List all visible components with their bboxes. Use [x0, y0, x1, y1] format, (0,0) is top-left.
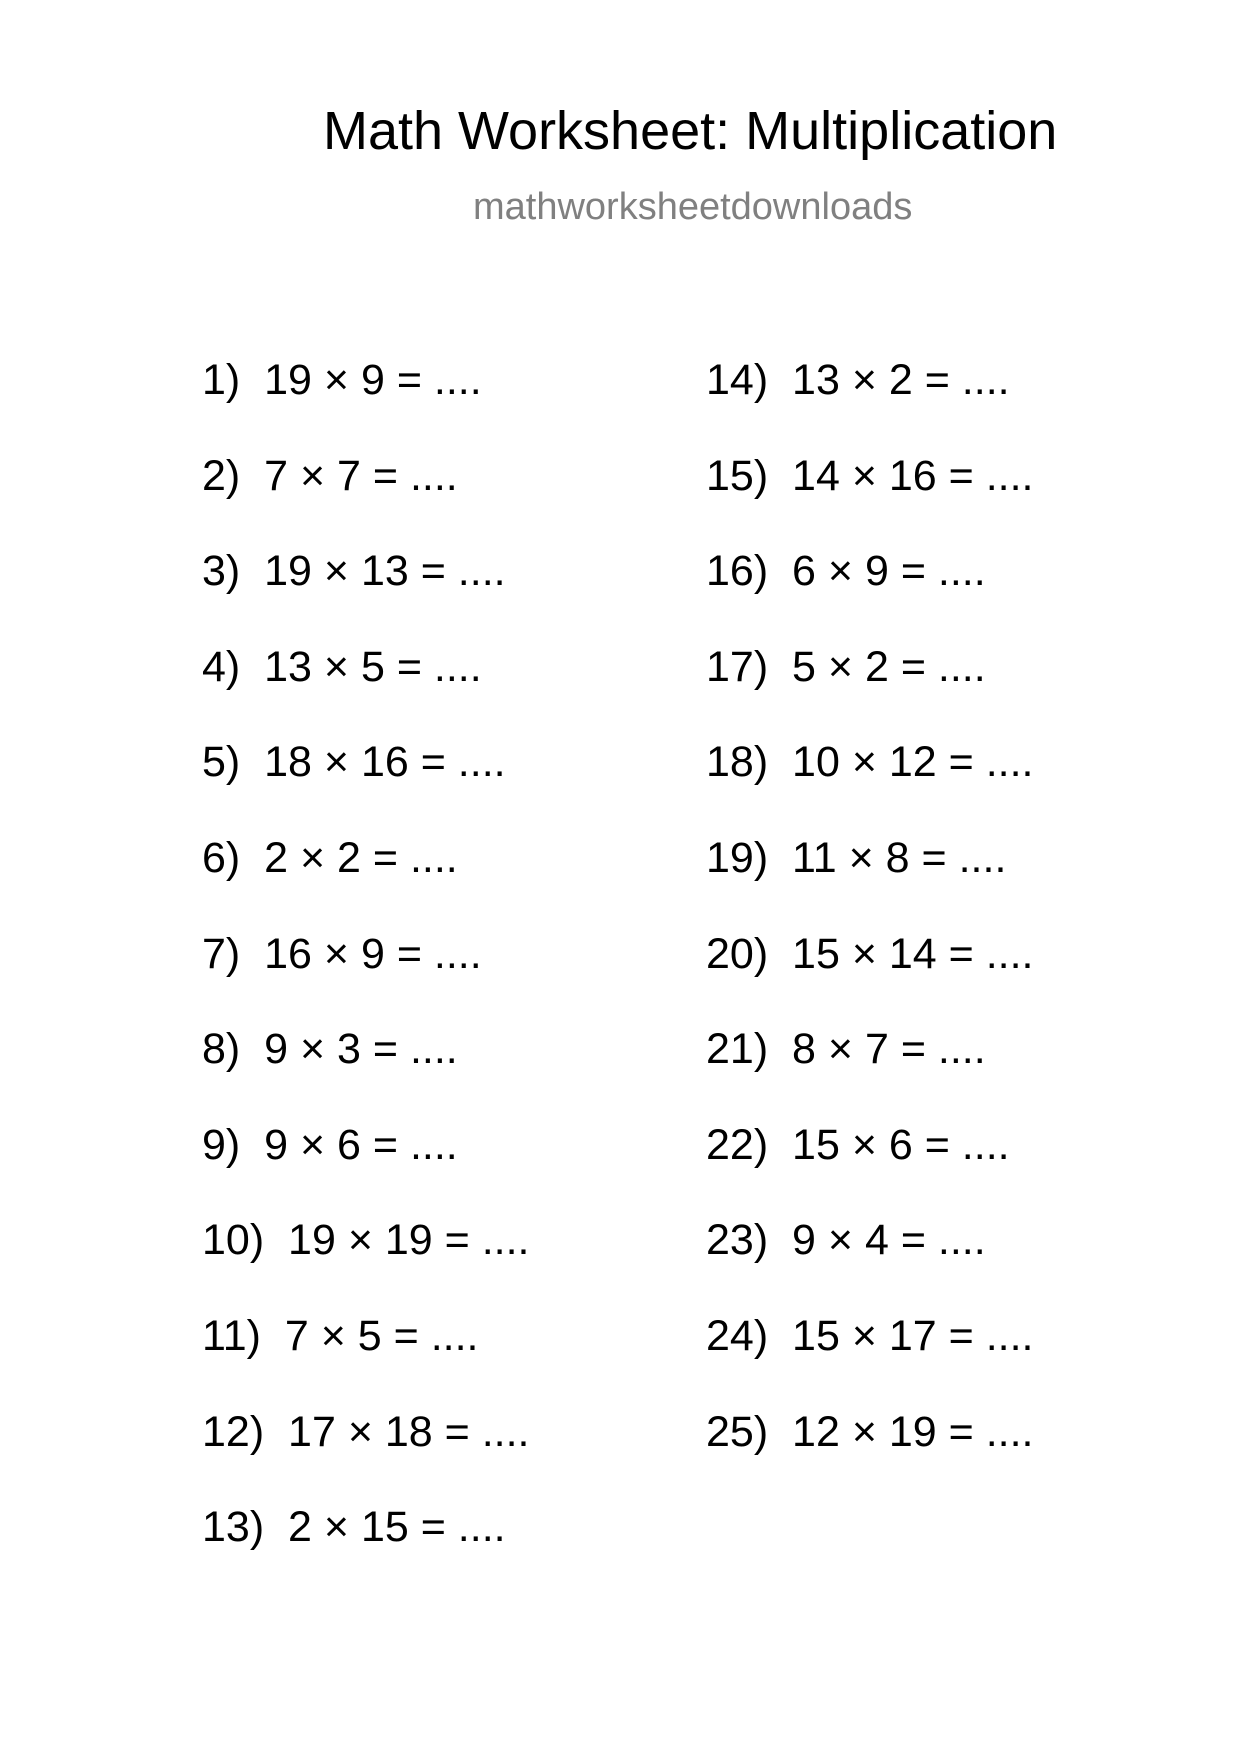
problem-item: 25) 12 × 19 = ....	[706, 1407, 1034, 1456]
problem-column-left	[202, 352, 530, 1595]
problem-item: 19) 11 × 8 = ....	[706, 833, 1007, 882]
problem-column-right	[706, 352, 1034, 1499]
problem-item: 3) 19 × 13 = ....	[202, 547, 506, 596]
problem-item: 9) 9 × 6 = ....	[202, 1120, 458, 1169]
problem-item: 23) 9 × 4 = ....	[706, 1216, 986, 1265]
problem-item: 6) 2 × 2 = ....	[202, 833, 458, 882]
problem-item: 11) 7 × 5 = ....	[202, 1311, 479, 1360]
problem-item: 21) 8 × 7 = ....	[706, 1025, 986, 1074]
problem-item: 2) 7 × 7 = ....	[202, 451, 458, 500]
problem-item: 15) 14 × 16 = ....	[706, 451, 1034, 500]
page-title: Math Worksheet: Multiplication	[323, 101, 1058, 161]
problem-item: 4) 13 × 5 = ....	[202, 642, 482, 691]
problem-item: 8) 9 × 3 = ....	[202, 1025, 458, 1074]
problem-item: 12) 17 × 18 = ....	[202, 1407, 530, 1456]
page-subtitle: mathworksheetdownloads	[473, 186, 913, 228]
problem-item: 14) 13 × 2 = ....	[706, 356, 1010, 404]
problem-item: 17) 5 × 2 = ....	[706, 642, 986, 691]
problem-item: 22) 15 × 6 = ....	[706, 1120, 1010, 1169]
problem-item: 13) 2 × 15 = ....	[202, 1503, 506, 1552]
problem-item: 20) 15 × 14 = ....	[706, 929, 1034, 978]
problem-item: 10) 19 × 19 = ....	[202, 1216, 530, 1265]
problem-item: 18) 10 × 12 = ....	[706, 738, 1034, 787]
problem-item: 7) 16 × 9 = ....	[202, 929, 482, 978]
problem-item: 24) 15 × 17 = ....	[706, 1311, 1034, 1360]
problem-item: 16) 6 × 9 = ....	[706, 547, 986, 596]
problem-item: 5) 18 × 16 = ....	[202, 738, 506, 787]
problem-item: 1) 19 × 9 = ....	[202, 356, 482, 404]
